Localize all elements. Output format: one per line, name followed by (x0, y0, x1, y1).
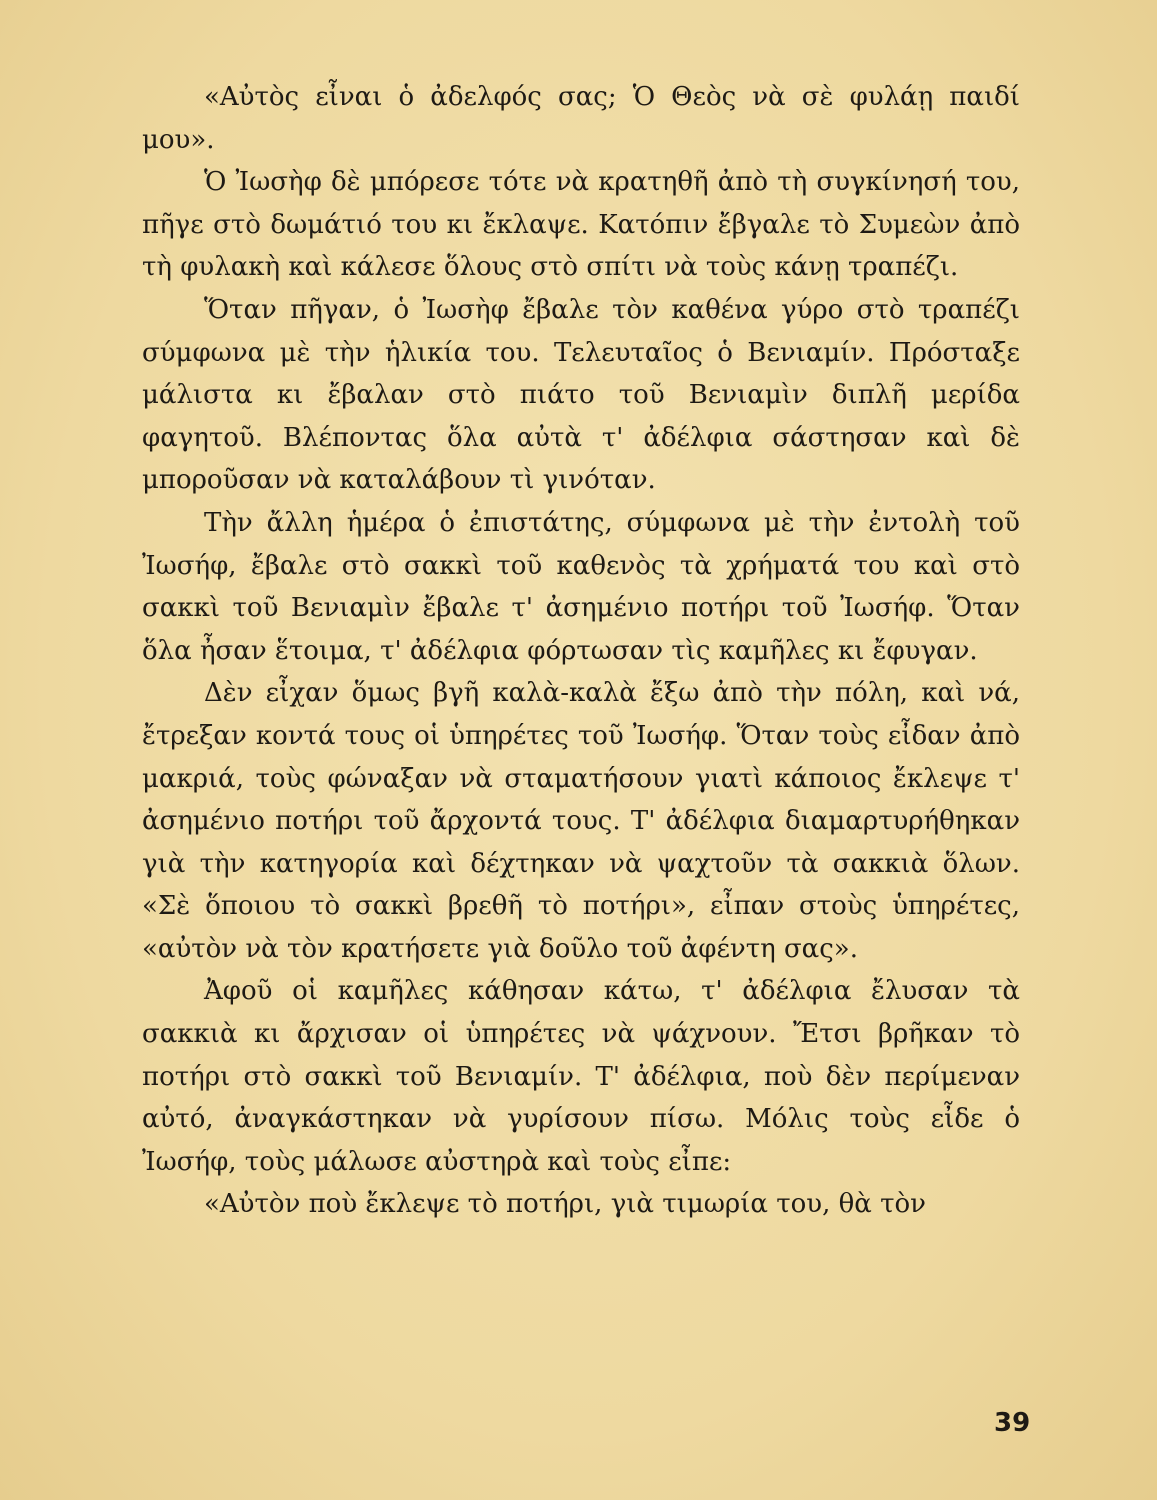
page-number: 39 (994, 1408, 1031, 1438)
paragraph-1: «Αὐτὸς εἶναι ὁ ἀδελφός σας; Ὁ Θεὸς νὰ σὲ φυλάῃ παιδί μου». (142, 82, 1020, 155)
paragraph-5: Δὲν εἶχαν ὅμως βγῆ καλὰ-καλὰ ἔξω ἀπὸ τὴν πόλη, καὶ νά, ἔτρεξαν κοντά τους οἱ ὑπηρέτες τοῦ Ἰωσήφ. Ὅταν τοὺς εἶδαν ἀπὸ μακριά, τοὺς φώναξαν νὰ σταματήσουν γιατὶ κάποιος ἔκλεψε τ' ἀσημένιο ποτήρι τοῦ ἄρχοντά τους. Τ' ἀδέλφια διαμαρτυρήθηκαν γιὰ τὴν κατηγορία καὶ δέχτηκαν νὰ ψαχτοῦν τὰ σακκιὰ ὅλων. «Σὲ ὅποιου τὸ σακκὶ βρεθῆ τὸ ποτήρι», εἶπαν στοὺς ὑπηρέτες, «αὐτὸν νὰ τὸν κρατήσετε γιὰ δοῦλο τοῦ ἀφέντη σας». (142, 678, 1020, 964)
paragraph-3: Ὅταν πῆγαν, ὁ Ἰωσὴφ ἔβαλε τὸν καθένα γύρο στὸ τραπέζι σύμφωνα μὲ τὴν ἡλικία του. Τελευταῖος ὁ Βενιαμίν. Πρόσταξε μάλιστα κι ἔβαλαν στὸ πιάτο τοῦ Βενιαμὶν διπλῆ μερίδα φαγητοῦ. Βλέποντας ὅλα αὐτὰ τ' ἀδέλφια σάστησαν καὶ δὲ μποροῦσαν νὰ καταλάβουν τὶ γινόταν. (142, 294, 1020, 496)
paragraph-6: Ἀφοῦ οἱ καμῆλες κάθησαν κάτω, τ' ἀδέλφια ἔλυσαν τὰ σακκιὰ κι ἄρχισαν οἱ ὑπηρέτες νὰ ψάχνουν. Ἔτσι βρῆκαν τὸ ποτήρι στὸ σακκὶ τοῦ Βενιαμίν. Τ' ἀδέλφια, ποὺ δὲν περίμεναν αὐτό, ἀναγκάστηκαν νὰ γυρίσουν πίσω. Μόλις τοὺς εἶδε ὁ Ἰωσήφ, τοὺς μάλωσε αὐστηρὰ καὶ τοὺς εἶπε: (142, 976, 1020, 1177)
paragraph-2: Ὁ Ἰωσὴφ δὲ μπόρεσε τότε νὰ κρατηθῆ ἀπὸ τὴ συγκίνησή του, πῆγε στὸ δωμάτιό του κι ἔκλαψε. Κατόπιν ἔβγαλε τὸ Συμεὼν ἀπὸ τὴ φυλακὴ καὶ κάλεσε ὅλους στὸ σπίτι νὰ τοὺς κάνῃ τραπέζι. (142, 167, 1020, 283)
body-text (142, 76, 1020, 1226)
paragraph-7: «Αὐτὸν ποὺ ἔκλεψε τὸ ποτήρι, γιὰ τιμωρία του, θὰ τὸν (204, 1189, 926, 1220)
paragraph-4: Τὴν ἄλλη ἡμέρα ὁ ἐπιστάτης, σύμφωνα μὲ τὴν ἐντολὴ τοῦ Ἰωσήφ, ἔβαλε στὸ σακκὶ τοῦ καθενὸς τὰ χρήματά του καὶ στὸ σακκὶ τοῦ Βενιαμὶν ἔβαλε τ' ἀσημένιο ποτήρι τοῦ Ἰωσήφ. Ὅταν ὅλα ἦσαν ἕτοιμα, τ' ἀδέλφια φόρτωσαν τὶς καμῆλες κι ἔφυγαν. (142, 507, 1020, 666)
